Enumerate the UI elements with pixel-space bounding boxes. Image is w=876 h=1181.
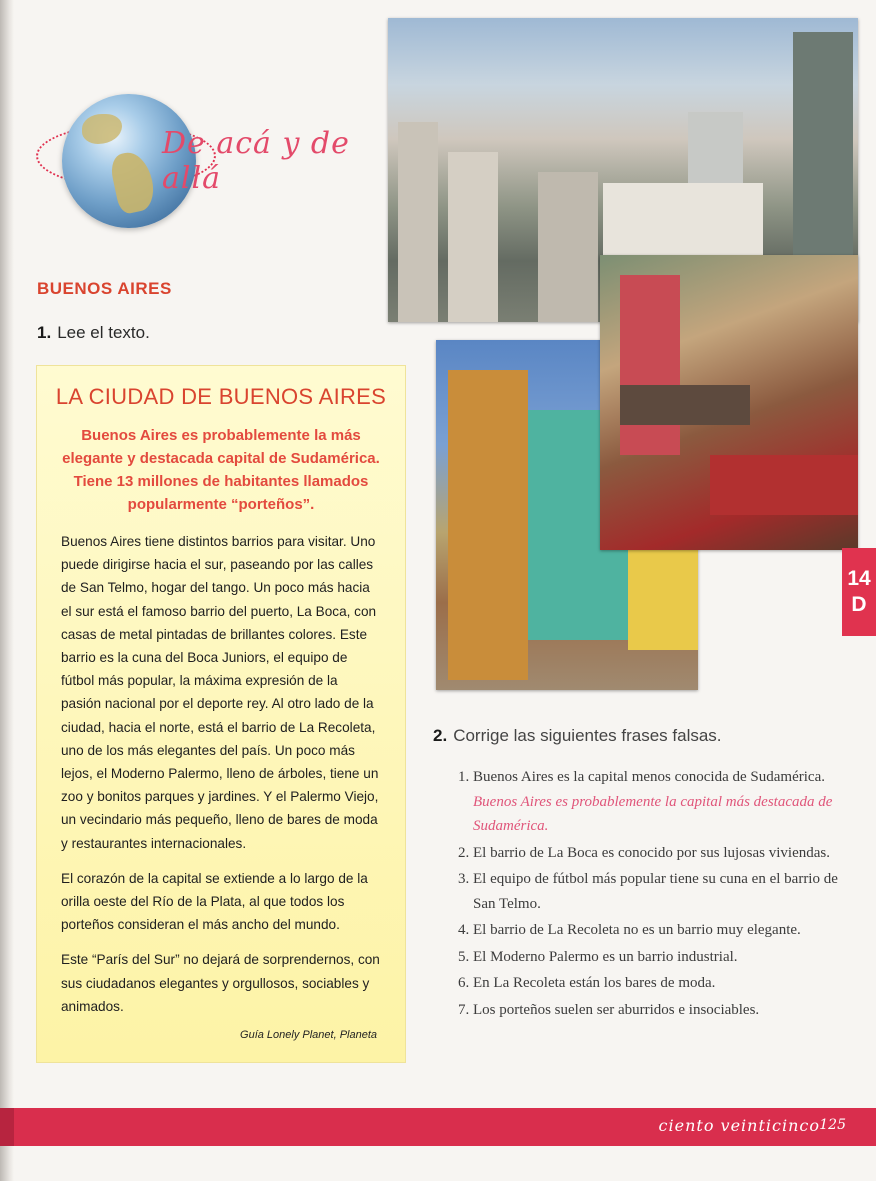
list-item: 6. En La Recoleta están los bares de moda. — [473, 971, 843, 996]
reading-paragraph: Este “París del Sur” no dejará de sorprendernos, con sus ciudadanos elegantes y orgullosos, sociables y animados. — [61, 952, 380, 1014]
photo-tango-musicians — [600, 255, 858, 550]
unit-tab — [842, 548, 876, 636]
reading-source: Guía Lonely Planet, Planeta — [240, 1029, 377, 1041]
reading-body — [61, 530, 381, 1018]
section-logo-title: De acá y de allá — [162, 126, 350, 196]
section-logo — [34, 86, 374, 246]
list-item: 3. El equipo de fútbol más popular tiene su cuna en el barrio de San Telmo. — [473, 867, 843, 916]
reading-title: LA CIUDAD DE BUENOS AIRES — [55, 384, 387, 409]
page-number: 125 — [819, 1117, 846, 1133]
exercise-number: 1. — [37, 323, 52, 342]
footer-bar — [0, 1108, 876, 1146]
unit-number: 14 — [847, 567, 871, 590]
reading-paragraph: El corazón de la capital se extiende a lo largo de la orilla oeste del Río de la Plata, al que todos los porteños consideran el más ancho del mundo. — [61, 870, 368, 933]
book-spine-shadow — [0, 0, 14, 1181]
reading-text-box — [37, 366, 405, 1062]
exercise-1-instruction — [37, 323, 150, 343]
answer-text: Buenos Aires es probablemente la capital más destacada de Sudamérica. — [473, 793, 833, 834]
list-item: 1. Buenos Aires es la capital menos conocida de Sudamérica. Buenos Aires es probablemente la capital más destacada de Sudamérica. — [473, 765, 843, 839]
list-item: 5. El Moderno Palermo es un barrio industrial. — [473, 945, 843, 970]
false-sentences-list — [451, 765, 843, 1024]
list-item: 4. El barrio de La Recoleta no es un barrio muy elegante. — [473, 918, 843, 943]
reading-paragraph: Buenos Aires tiene distintos barrios para visitar. Uno puede dirigirse hacia el sur, paseando por las calles de San Telmo, hogar del tango. Un poco más hacia el sur está el famoso barrio del puerto, La Boca, con casas de metal pintadas de brillantes colores. Este barrio es la cuna del Boca Juniors, el equipo de fútbol más popular, la máxima expresión de la pasión nacional por el deporte rey. Al otro lado de la ciudad, hacia el norte, está el barrio de La Recoleta, uno de los más elegantes del país. Un poco más lejos, el Moderno Palermo, lleno de árboles, tiene un zoo y bonitos parques y jardines. Y el Palermo Viejo, un vecindario más pequeño, lleno de bares de moda y restaurantes internacionales. — [61, 534, 379, 851]
reading-lead: Buenos Aires es probablemente la más elegante y destacada capital de Sudamérica. Tiene 13 millones de habitantes llamados popularmente “porteños”. — [62, 427, 380, 513]
list-item: 7. Los porteños suelen ser aburridos e insociables. — [473, 998, 843, 1023]
section-heading: BUENOS AIRES — [37, 279, 172, 298]
exercise-text: Lee el texto. — [57, 323, 150, 342]
exercise-text: Corrige las siguientes frases falsas. — [453, 726, 722, 745]
exercise-number: 2. — [433, 726, 448, 745]
footer-page-words: ciento veinticinco — [658, 1116, 820, 1135]
unit-letter: D — [851, 593, 867, 616]
exercise-2-instruction — [433, 726, 722, 746]
list-item: 2. El barrio de La Boca es conocido por sus lujosas viviendas. — [473, 841, 843, 866]
